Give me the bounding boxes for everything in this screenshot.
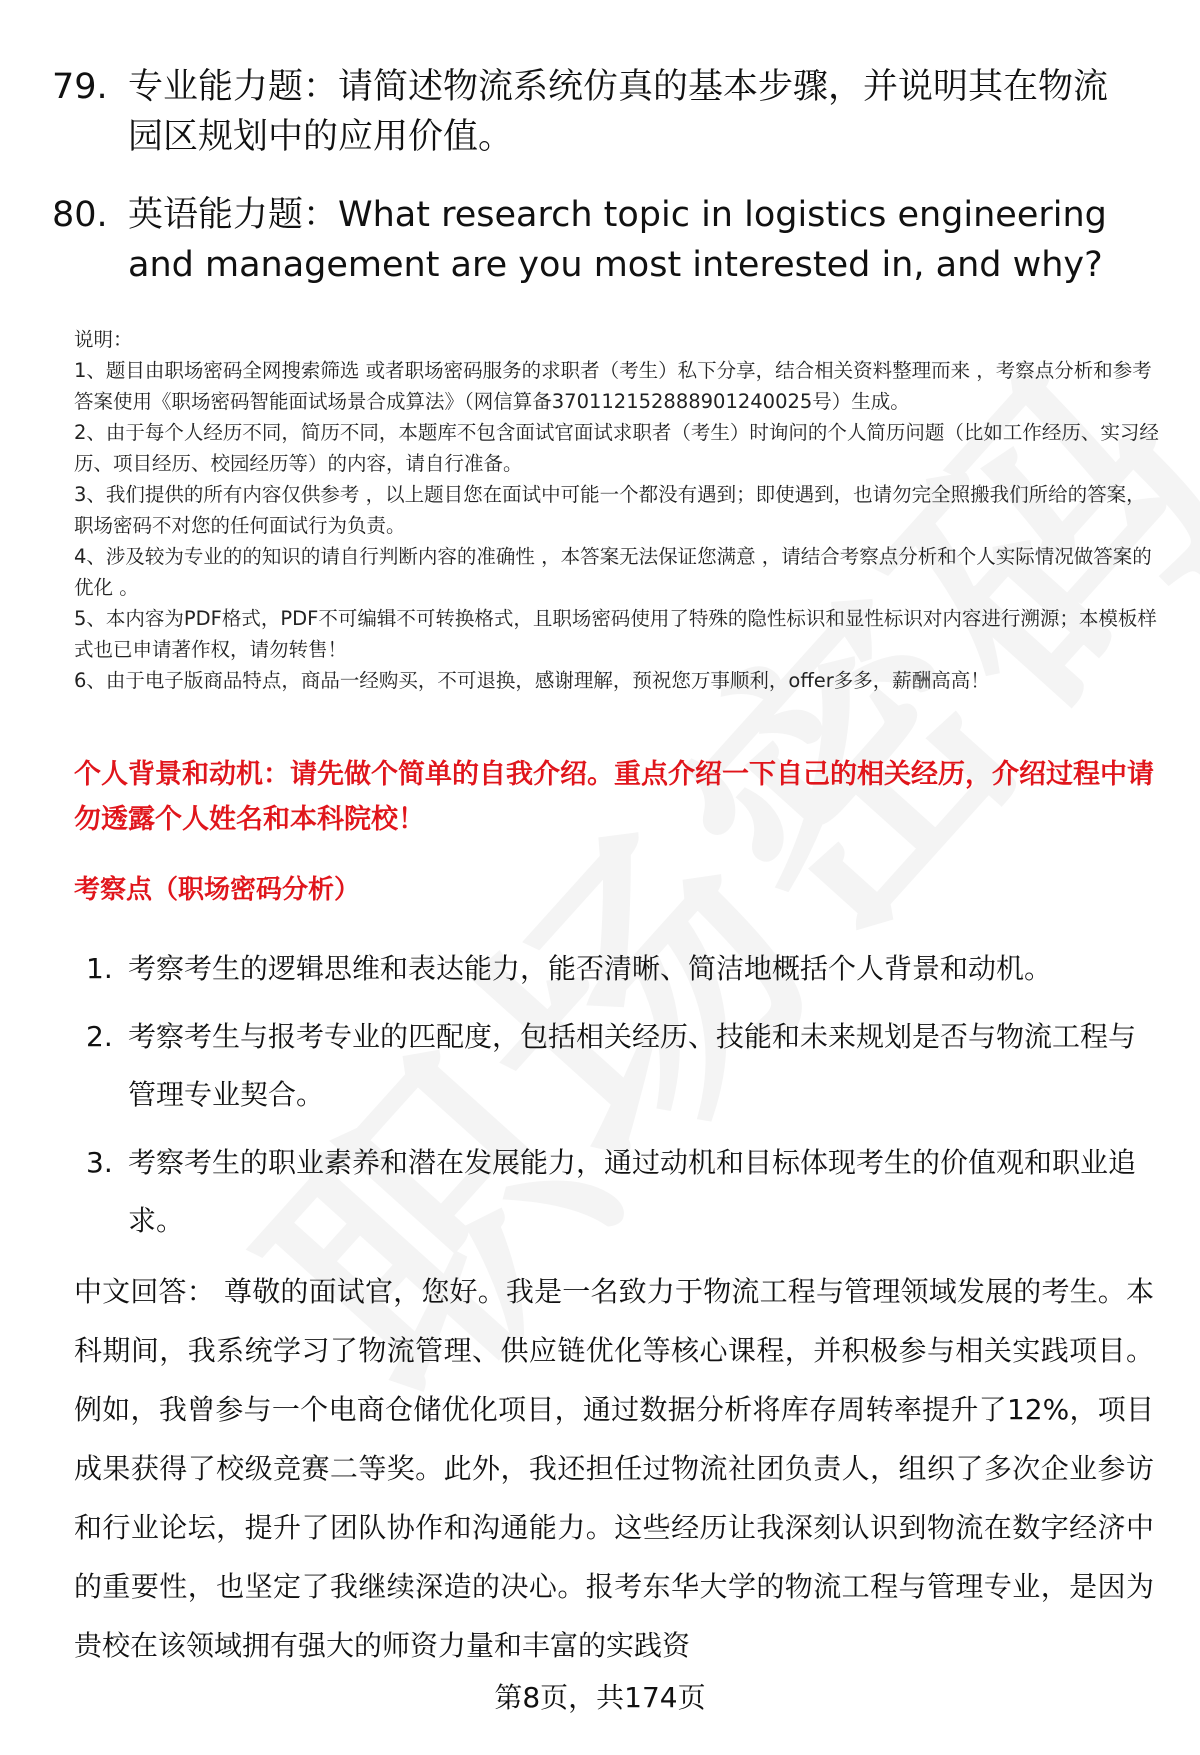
question-text: 英语能力题：What research topic in logistics engineering and management are you most interested in, and why? xyxy=(128,195,1107,285)
list-item-text: 考察考生的逻辑思维和表达能力，能否清晰、简洁地概括个人背景和动机。 xyxy=(128,952,1053,985)
chinese-answer: 中文回答： 尊敬的面试官，您好。我是一名致力于物流工程与管理领域发展的考生。本科期间，我系统学习了物流管理、供应链优化等核心课程，并积极参与相关实践项目。例如，我曾参与一个电商仓储优化项目，通过数据分析将库存周转率提升了12%，项目成果获得了校级竞赛二等奖。此外，我还担任过物流社团负责人，组织了多次企业参访和行业论坛，提升了团队协作和沟通能力。这些经历让我深刻认识到物流在数字经济中的重要性，也坚定了我继续深造的决心。报考东华大学的物流工程与管理专业，是因为贵校在该领域拥有强大的师资力量和丰富的实践资 xyxy=(74,1275,1154,1662)
list-item xyxy=(74,940,1154,998)
assessment-points-list xyxy=(74,940,1154,1260)
assessment-points-heading: 考察点（职场密码分析） xyxy=(74,875,361,905)
list-item-number: 3. xyxy=(86,1146,113,1179)
notes-title: 说明： xyxy=(74,328,133,351)
question-number: 79. xyxy=(52,67,108,107)
list-item xyxy=(74,1008,1154,1124)
page-footer: 第8页，共174页 xyxy=(494,1681,706,1714)
note-item: 4、涉及较为专业的的知识的请自行判断内容的准确性 ，本答案无法保证您满意 ，请结合考察点分析和个人实际情况做答案的优化 。 xyxy=(74,545,1152,599)
list-item-text: 考察考生与报考专业的匹配度，包括相关经历、技能和未来规划是否与物流工程与管理专业契合。 xyxy=(128,1020,1137,1111)
note-item: 3、我们提供的所有内容仅供参考 ，以上题目您在面试中可能一个都没有遇到；即使遇到，也请勿完全照搬我们所给的答案，职场密码不对您的任何面试行为负责。 xyxy=(74,483,1146,537)
list-item-number: 2. xyxy=(86,1020,113,1053)
list-item-number: 1. xyxy=(86,952,113,985)
list-item xyxy=(74,1134,1154,1250)
question-79 xyxy=(52,62,1142,162)
question-text: 专业能力题：请简述物流系统仿真的基本步骤，并说明其在物流园区规划中的应用价值。 xyxy=(128,67,1109,157)
list-item-text: 考察考生的职业素养和潜在发展能力，通过动机和目标体现考生的价值观和职业追求。 xyxy=(128,1146,1137,1237)
question-80 xyxy=(52,190,1142,290)
note-item: 6、由于电子版商品特点，商品一经购买，不可退换，感谢理解，预祝您万事顺利，offer多多，薪酬高高！ xyxy=(74,669,990,692)
background-question-heading: 个人背景和动机：请先做个简单的自我介绍。重点介绍一下自己的相关经历，介绍过程中请勿透露个人姓名和本科院校！ xyxy=(74,759,1154,835)
note-item: 1、题目由职场密码全网搜索筛选 或者职场密码服务的求职者（考生）私下分享，结合相关资料整理而来 ，考察点分析和参考答案使用《职场密码智能面试场景合成算法》（网信算备370112152888901240025号）生成。 xyxy=(74,359,1152,413)
note-item: 5、本内容为PDF格式，PDF不可编辑不可转换格式，且职场密码使用了特殊的隐性标识和显性标识对内容进行溯源；本模板样式也已申请著作权，请勿转售！ xyxy=(74,607,1157,661)
question-number: 80. xyxy=(52,195,108,235)
disclaimer-notes xyxy=(74,324,1164,696)
note-item: 2、由于每个人经历不同，简历不同，本题库不包含面试官面试求职者（考生）时询问的个人简历问题（比如工作经历、实习经历、项目经历、校园经历等）的内容，请自行准备。 xyxy=(74,421,1159,475)
